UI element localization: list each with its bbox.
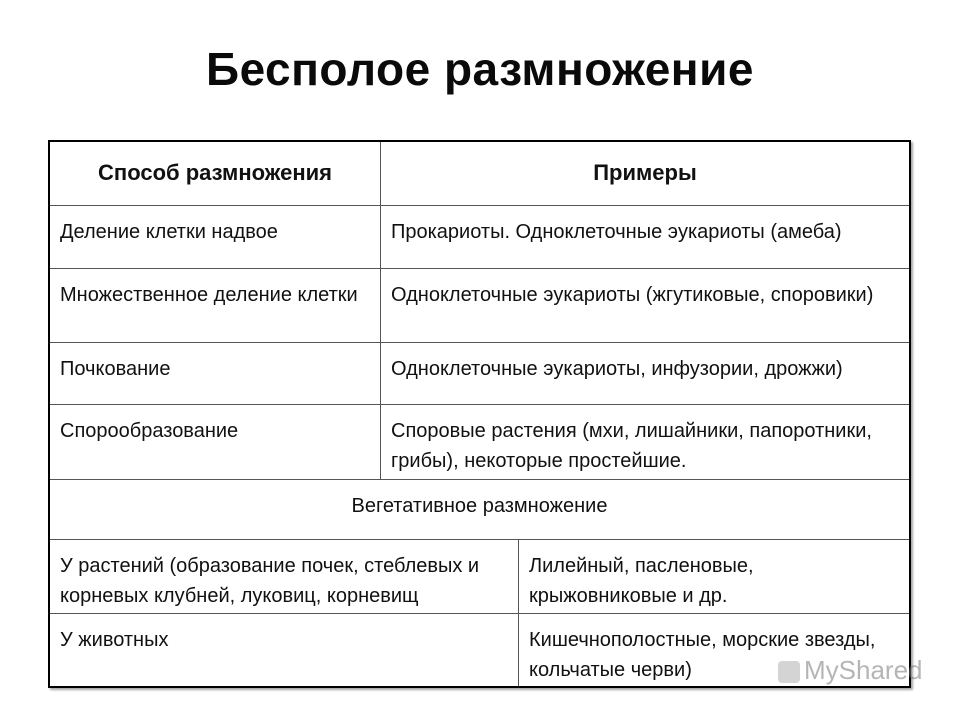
method-cell: Почкование <box>50 343 381 404</box>
watermark-text: MyShared <box>804 655 923 685</box>
method-cell: Деление клетки надвое <box>50 206 381 268</box>
page-title: Бесполое размножение <box>206 43 754 95</box>
watermark <box>778 655 923 686</box>
header-examples: Примеры <box>593 160 697 185</box>
examples-cell: Одноклеточные эукариоты (жгутиковые, споровики) <box>391 284 874 306</box>
header-method: Способ размножения <box>50 142 381 205</box>
table-row <box>50 343 909 405</box>
reproduction-table <box>48 140 911 688</box>
section-vegetative: Вегетативное размножение <box>351 495 608 517</box>
table-row <box>50 405 909 480</box>
table-row <box>50 206 909 269</box>
method-cell: Множественное деление клетки <box>50 269 381 342</box>
table-row <box>50 540 909 614</box>
method-cell: У растений (образование почек, стеблевых и корневых клубней, луковиц, корневищ <box>50 540 519 613</box>
table-row <box>50 269 909 343</box>
method-cell: У животных <box>50 614 519 686</box>
table-header-row <box>50 142 909 206</box>
examples-cell: Одноклеточные эукариоты, инфузории, дрожжи) <box>391 358 843 380</box>
section-row <box>50 480 909 540</box>
examples-cell: Лилейный, пасленовые, крыжовниковые и др. <box>529 555 754 607</box>
examples-cell: Кишечнополостные, морские звезды, кольчатые черви) <box>529 629 876 681</box>
watermark-logo-icon <box>778 661 800 683</box>
examples-cell: Споровые растения (мхи, лишайники, папоротники, грибы), некоторые простейшие. <box>391 420 872 472</box>
method-cell: Спорообразование <box>50 405 381 479</box>
examples-cell: Прокариоты. Одноклеточные эукариоты (амеба) <box>391 221 842 243</box>
